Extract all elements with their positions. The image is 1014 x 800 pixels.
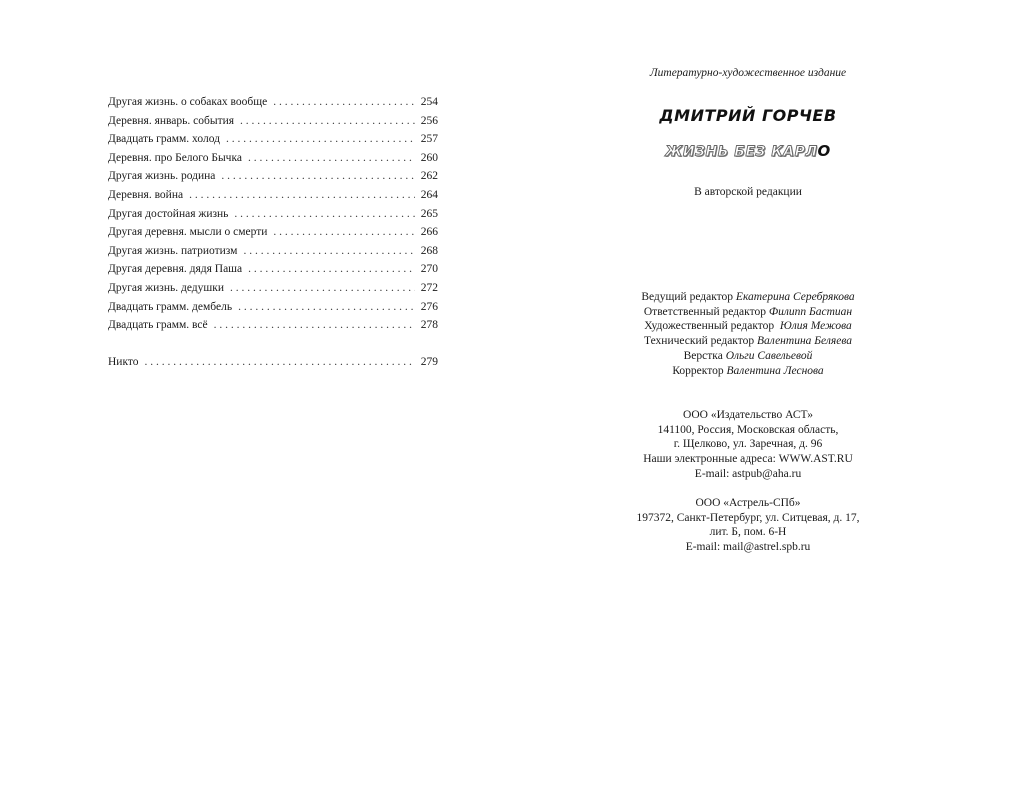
toc-leader-dots xyxy=(273,223,414,242)
toc-entry-title: Деревня. январь. события xyxy=(108,114,235,127)
toc-entry xyxy=(108,298,438,317)
toc-entry-page: 254 xyxy=(420,96,438,108)
staff-role: Художественный редактор xyxy=(644,320,775,333)
toc-entry xyxy=(108,260,438,279)
publisher-address: 197372, Санкт-Петербург, ул. Ситцевая, д. 17, xyxy=(636,511,860,524)
publisher-name: ООО «Издательство АСТ» xyxy=(683,409,813,421)
book-title-last-letter: О xyxy=(817,142,831,160)
toc-leader-dots xyxy=(248,149,415,168)
toc-entry xyxy=(108,223,438,242)
toc-entry-page: 279 xyxy=(420,356,438,369)
toc-entry-page: 256 xyxy=(420,114,438,127)
toc-entry-page: 257 xyxy=(420,133,438,146)
toc-entry-page: 278 xyxy=(420,319,438,332)
toc-entry-title: Другая жизнь. дедушки xyxy=(108,281,224,294)
toc-entry xyxy=(108,242,438,261)
staff-role: Корректор xyxy=(672,364,724,377)
publisher-address: лит. Б, пом. 6-Н xyxy=(709,526,787,539)
publisher-website: Наши электронные адреса: WWW.AST.RU xyxy=(643,453,853,466)
toc-entry-page: 264 xyxy=(420,188,438,201)
staff-line xyxy=(600,349,896,364)
staff-name: Валентина Беляева xyxy=(757,335,852,348)
toc-entry xyxy=(108,93,438,112)
staff-line xyxy=(600,319,896,334)
toc-entry xyxy=(108,149,438,168)
staff-line xyxy=(600,305,896,320)
staff-name: Ольги Савельевой xyxy=(725,349,813,362)
toc-leader-dots xyxy=(226,130,415,149)
toc-entry-title: Другая деревня. дядя Паша xyxy=(108,263,243,276)
toc-entry-page: 272 xyxy=(420,281,438,294)
publisher-email: E-mail: astpub@aha.ru xyxy=(694,467,802,480)
publisher-address: г. Щелково, ул. Заречная, д. 96 xyxy=(673,438,823,451)
staff-line xyxy=(600,334,896,349)
toc-leader-dots xyxy=(230,279,415,298)
toc-entry xyxy=(108,167,438,186)
staff-role: Ответственный редактор xyxy=(643,305,766,318)
publisher-astrel-info xyxy=(600,496,896,555)
staff-name: Валентина Леснова xyxy=(726,364,824,377)
toc-entry-page: 266 xyxy=(420,226,438,239)
toc-leader-dots xyxy=(234,205,414,224)
toc-entry-page: 265 xyxy=(420,207,438,220)
toc-entry-title: Деревня. про Белого Бычка xyxy=(108,151,242,164)
toc-entry-title: Двадцать грамм. всё xyxy=(108,319,208,332)
toc-entry-title: Двадцать грамм. дембель xyxy=(108,300,233,313)
staff-role: Верстка xyxy=(683,349,723,362)
toc-leader-dots xyxy=(243,242,414,261)
toc-leader-dots xyxy=(214,316,415,335)
book-title xyxy=(600,142,896,160)
staff-line xyxy=(600,290,896,305)
staff-line xyxy=(600,364,896,379)
book-title-main: ЖИЗНЬ БЕЗ КАРЛ xyxy=(665,144,818,160)
publisher-email: E-mail: mail@astrel.spb.ru xyxy=(685,541,811,554)
toc-entry-page: 276 xyxy=(420,300,438,313)
toc-entry-title: Двадцать грамм. холод xyxy=(108,133,220,146)
toc-entry xyxy=(108,279,438,298)
toc-entry-title: Деревня. война xyxy=(108,188,184,201)
toc-entry-title: Другая деревня. мысли о смерти xyxy=(108,226,268,239)
toc-entry-page: 268 xyxy=(420,244,438,257)
toc-entry xyxy=(108,112,438,131)
toc-leader-dots xyxy=(248,260,415,279)
toc-entry xyxy=(108,186,438,205)
toc-entry xyxy=(108,130,438,149)
staff-name: Филипп Бастиан xyxy=(768,305,853,318)
toc-entry-page: 262 xyxy=(420,170,438,183)
toc-leader-dots xyxy=(145,353,415,372)
toc-entry-title: Другая жизнь. патриотизм xyxy=(108,244,238,257)
toc-entry xyxy=(108,316,438,335)
toc-entry-final xyxy=(108,353,438,372)
toc-entry-page: 260 xyxy=(420,151,438,164)
toc-entry-title: Никто xyxy=(108,356,139,369)
staff-name: Юлия Межова xyxy=(779,320,852,333)
table-of-contents xyxy=(108,93,438,372)
genre-label: Литературно-художественное издание xyxy=(649,67,847,79)
publisher-name: ООО «Астрель-СПб» xyxy=(695,497,801,509)
toc-entry xyxy=(108,205,438,224)
toc-entry-title: Другая жизнь. родина xyxy=(108,170,216,183)
toc-entry-title: Другая достойная жизнь xyxy=(108,207,229,220)
toc-spacer xyxy=(108,335,438,354)
toc-leader-dots xyxy=(221,167,414,186)
toc-entry-title: Другая жизнь. о собаках вообще xyxy=(108,96,268,108)
editorial-staff xyxy=(600,290,896,378)
publisher-address: 141100, Россия, Московская область, xyxy=(657,423,839,436)
toc-leader-dots xyxy=(273,93,415,112)
author-name: ДМИТРИЙ ГОРЧЕВ xyxy=(659,106,837,125)
staff-name: Екатерина Серебрякова xyxy=(735,291,855,303)
staff-role: Технический редактор xyxy=(644,335,755,348)
toc-leader-dots xyxy=(240,112,415,131)
toc-leader-dots xyxy=(189,186,415,205)
staff-role: Ведущий редактор xyxy=(641,291,734,303)
edition-note: В авторской редакции xyxy=(694,186,802,198)
toc-entry-page: 270 xyxy=(420,263,438,276)
toc-leader-dots xyxy=(238,298,415,317)
publisher-ast-info xyxy=(600,408,896,482)
